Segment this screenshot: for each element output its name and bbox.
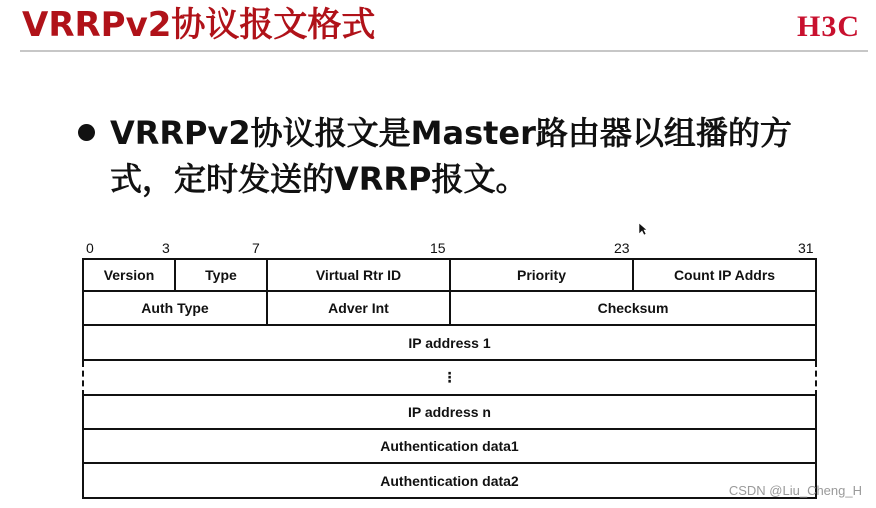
field-adver-int: Adver Int xyxy=(268,292,451,324)
field-authentication-data1: Authentication data1 xyxy=(380,438,519,454)
field-type: Type xyxy=(176,260,268,290)
auth-data-2-row xyxy=(82,464,817,499)
bullet-text: VRRPv2协议报文是Master路由器以组播的方式，定时发送的VRRP报文。 xyxy=(110,114,792,198)
h3c-logo: H3C xyxy=(797,10,860,43)
bit-number-7: 7 xyxy=(252,240,260,256)
field-authentication-data2: Authentication data2 xyxy=(380,472,519,489)
ip-address-n-row xyxy=(82,396,817,430)
ellipsis-row xyxy=(82,361,817,396)
watermark: CSDN @Liu_Cheng_H xyxy=(728,483,862,498)
title-divider xyxy=(20,50,868,52)
field-auth-type: Auth Type xyxy=(84,292,268,324)
bit-number-3: 3 xyxy=(162,240,170,256)
slide-title: VRRPv2协议报文格式 xyxy=(22,5,376,45)
ip-address-1-row xyxy=(82,326,817,361)
field-count-ip-addrs: Count IP Addrs xyxy=(673,267,776,283)
field-ip-address-n: IP address n xyxy=(407,404,491,420)
field-ip-address-1: IP address 1 xyxy=(408,334,491,351)
auth-data-1-row xyxy=(82,430,817,464)
field-checksum: Checksum xyxy=(597,300,669,316)
bit-number-15: 15 xyxy=(430,240,446,256)
bullet-icon xyxy=(78,124,95,141)
header-row-1 xyxy=(82,258,817,292)
vrrp-packet-format xyxy=(82,258,817,499)
field-virtual-rtr-id: Virtual Rtr ID xyxy=(268,260,451,290)
mouse-cursor-icon xyxy=(638,222,648,236)
field-priority: Priority xyxy=(451,260,634,290)
bit-number-31: 31 xyxy=(798,240,814,256)
bit-number-0: 0 xyxy=(86,240,94,256)
bit-number-23: 23 xyxy=(614,240,630,256)
field-ellipsis: ⋮ xyxy=(442,369,457,385)
field-version: Version xyxy=(84,260,176,290)
header-row-2 xyxy=(82,292,817,326)
